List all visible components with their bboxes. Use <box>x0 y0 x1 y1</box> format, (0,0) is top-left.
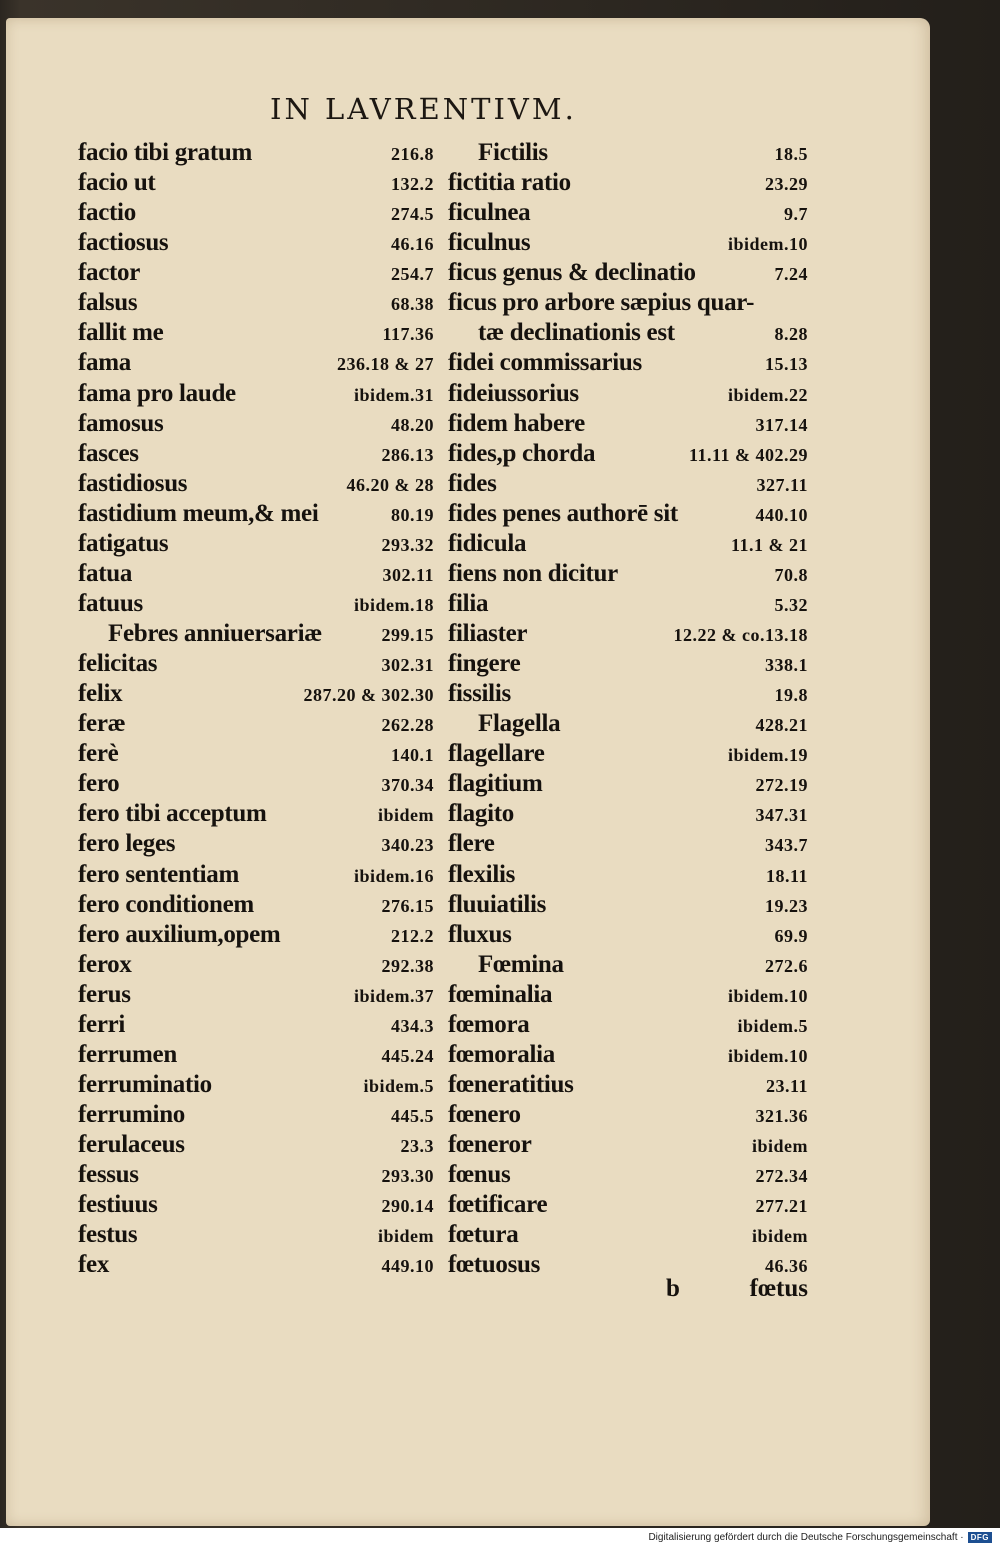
index-entry-left <box>78 1071 440 1099</box>
entry-reference: 302.11 <box>382 564 434 585</box>
entry-reference: ibidem.31 <box>353 384 434 405</box>
index-entry-right <box>440 259 808 287</box>
entry-reference: 216.8 <box>391 144 434 165</box>
index-row <box>78 318 808 348</box>
entry-reference: 274.5 <box>391 204 434 225</box>
entry-term: ficus pro arbore sæpius quar- <box>448 289 755 317</box>
index-entry-right <box>440 440 808 468</box>
entry-term: fœneror <box>448 1131 532 1159</box>
index-entry-left <box>78 349 440 377</box>
index-entry-right <box>440 1221 808 1249</box>
index-entry-right <box>440 921 808 949</box>
index-row <box>78 920 808 950</box>
index-entry-left <box>78 410 440 438</box>
entry-term: fama pro laude <box>78 379 236 407</box>
index-entry-left <box>78 891 440 919</box>
index-row <box>78 769 808 799</box>
index-row <box>78 379 808 409</box>
entry-term: fides <box>448 469 497 497</box>
entry-reference: 302.31 <box>381 655 434 676</box>
entry-term: tæ declinationis est <box>478 319 675 347</box>
entry-term: fatigatus <box>78 529 169 557</box>
entry-term: felicitas <box>78 650 158 678</box>
entry-reference: ibidem.10 <box>727 1045 808 1066</box>
index-row <box>78 679 808 709</box>
entry-term: fluuiatilis <box>448 890 547 918</box>
index-entry-left <box>78 1011 440 1039</box>
entry-term: fœtificare <box>448 1191 548 1219</box>
index-entry-right <box>440 590 808 618</box>
index-entry-right <box>440 830 808 858</box>
entry-reference: 132.2 <box>391 174 434 195</box>
entry-term: flere <box>448 830 495 858</box>
dfg-logo-icon: DFG <box>968 1532 992 1543</box>
entry-term: fastidiosus <box>78 469 188 497</box>
index-entry-left <box>78 470 440 498</box>
entry-term: factor <box>78 259 141 287</box>
page-catch-line <box>666 1275 808 1303</box>
entry-term: facio tibi gratum <box>78 139 253 167</box>
entry-reference: 370.34 <box>381 775 434 796</box>
entry-reference: 68.38 <box>391 294 434 315</box>
index-row <box>78 1100 808 1130</box>
entry-reference: 7.24 <box>774 264 808 285</box>
entry-reference: 46.16 <box>391 234 434 255</box>
entry-term: fama <box>78 349 131 377</box>
entry-reference: 272.6 <box>765 955 808 976</box>
entry-term: felix <box>78 680 123 708</box>
index-row <box>78 950 808 980</box>
index-entry-left <box>78 1131 440 1159</box>
index-entry-right <box>440 620 808 648</box>
entry-term: fœmora <box>448 1010 530 1038</box>
entry-reference: 18.5 <box>774 144 808 165</box>
index-row <box>78 409 808 439</box>
entry-reference: 440.10 <box>755 504 808 525</box>
entry-term: ferrumino <box>78 1101 185 1129</box>
entry-reference: 292.38 <box>381 955 434 976</box>
entry-reference: 340.23 <box>381 835 434 856</box>
entry-reference: ibidem.5 <box>363 1075 434 1096</box>
entry-reference: ibidem <box>751 1226 808 1247</box>
index-entry-right <box>440 1131 808 1159</box>
entry-term: fatua <box>78 559 133 587</box>
entry-term: ficulnus <box>448 229 531 257</box>
entry-term: festus <box>78 1221 138 1249</box>
index-entry-right <box>440 139 808 167</box>
entry-term: flexilis <box>448 860 516 888</box>
index-entry-left <box>78 530 440 558</box>
entry-reference: ibidem.37 <box>353 985 434 1006</box>
entry-reference: 48.20 <box>391 414 434 435</box>
index-row <box>78 739 808 769</box>
index-row <box>78 228 808 258</box>
entry-term: famosus <box>78 409 164 437</box>
entry-reference: 262.28 <box>381 715 434 736</box>
index-row <box>78 198 808 228</box>
entry-reference: 445.24 <box>381 1045 434 1066</box>
index-entry-right <box>440 289 808 317</box>
entry-reference: 140.1 <box>391 745 434 766</box>
index-row <box>78 138 808 168</box>
index-entry-left <box>78 229 440 257</box>
entry-term: fidei commissarius <box>448 349 642 377</box>
index-entry-left <box>78 169 440 197</box>
index-entry-right <box>440 349 808 377</box>
index-entry-left <box>78 1101 440 1129</box>
index-entry-right <box>440 199 808 227</box>
entry-reference: 5.32 <box>774 594 808 615</box>
entry-term: facio ut <box>78 169 156 197</box>
entry-term: fessus <box>78 1161 139 1189</box>
entry-term: fides penes authorē sit <box>448 499 678 527</box>
index-entry-right <box>440 530 808 558</box>
index-entry-right <box>440 770 808 798</box>
index-entry-right <box>440 1041 808 1069</box>
index-entry-left <box>78 921 440 949</box>
index-row <box>78 1220 808 1250</box>
index-entry-right <box>440 1191 808 1219</box>
index-entry-left <box>78 740 440 768</box>
entry-reference: 23.3 <box>400 1136 434 1157</box>
entry-term: fastidium meum,& mei <box>78 499 319 527</box>
index-row <box>78 1010 808 1040</box>
index-entry-right <box>440 740 808 768</box>
catchword: fœtus <box>749 1275 808 1302</box>
entry-term: filia <box>448 589 489 617</box>
index-row <box>78 829 808 859</box>
index-entries <box>78 138 808 1280</box>
entry-term: fallit me <box>78 319 164 347</box>
index-row <box>78 890 808 920</box>
signature-mark: b <box>666 1275 680 1302</box>
entry-reference: 277.21 <box>755 1196 808 1217</box>
entry-reference: 80.19 <box>391 504 434 525</box>
index-entry-right <box>440 650 808 678</box>
index-row <box>78 589 808 619</box>
index-row <box>78 288 808 318</box>
entry-term: falsus <box>78 289 138 317</box>
footer-credit: Digitalisierung gefördert durch die Deutsche Forschungsgemeinschaft · <box>648 1531 964 1543</box>
entry-term: fero leges <box>78 830 176 858</box>
entry-reference: 19.8 <box>774 685 808 706</box>
entry-term: ferri <box>78 1010 126 1038</box>
entry-reference: 434.3 <box>391 1015 434 1036</box>
entry-term: fictitia ratio <box>448 169 571 197</box>
entry-reference: 276.15 <box>381 895 434 916</box>
entry-reference: 23.11 <box>765 1075 808 1096</box>
entry-term: fluxus <box>448 920 512 948</box>
entry-reference: 293.30 <box>381 1166 434 1187</box>
index-entry-right <box>440 800 808 828</box>
index-entry-left <box>78 620 440 648</box>
index-row <box>78 168 808 198</box>
entry-reference: 46.36 <box>765 1256 808 1277</box>
entry-term: filiaster <box>448 620 528 648</box>
index-entry-right <box>440 500 808 528</box>
entry-term: fœnero <box>448 1101 521 1129</box>
entry-term: fœneratitius <box>448 1070 574 1098</box>
entry-reference: 70.8 <box>774 564 808 585</box>
entry-term: factiosus <box>78 229 169 257</box>
index-entry-right <box>440 891 808 919</box>
index-entry-left <box>78 770 440 798</box>
entry-reference: 46.20 & 28 <box>346 474 434 495</box>
entry-term: factio <box>78 199 136 227</box>
entry-reference: 9.7 <box>784 204 808 225</box>
entry-reference: ibidem <box>751 1136 808 1157</box>
index-row <box>78 860 808 890</box>
entry-reference: 299.15 <box>381 625 434 646</box>
index-entry-left <box>78 981 440 1009</box>
entry-term: fœtura <box>448 1221 519 1249</box>
entry-reference: ibidem.19 <box>727 745 808 766</box>
entry-reference: 23.29 <box>765 174 808 195</box>
entry-reference: ibidem <box>377 805 434 826</box>
index-entry-left <box>78 1221 440 1249</box>
entry-term: flagitium <box>448 770 543 798</box>
entry-term: ficulnea <box>448 199 531 227</box>
entry-term: ferulaceus <box>78 1131 185 1159</box>
index-row <box>78 649 808 679</box>
index-entry-left <box>78 680 440 708</box>
entry-term: fero conditionem <box>78 890 254 918</box>
entry-term: ficus genus & declinatio <box>448 259 696 287</box>
running-head: IN LAVRENTIVM. <box>270 92 577 126</box>
entry-reference: 11.11 & 402.29 <box>688 444 808 465</box>
entry-term: fero auxilium,opem <box>78 920 281 948</box>
index-row <box>78 1130 808 1160</box>
index-entry-left <box>78 289 440 317</box>
index-entry-left <box>78 319 440 347</box>
entry-reference: ibidem.10 <box>727 234 808 255</box>
entry-term: fœtuosus <box>448 1251 541 1279</box>
index-row <box>78 1160 808 1190</box>
entry-reference: 12.22 & co.13.18 <box>673 625 808 646</box>
entry-term: fissilis <box>448 680 511 708</box>
entry-reference: 236.18 & 27 <box>337 354 434 375</box>
entry-reference: 18.11 <box>765 865 808 886</box>
entry-reference: ibidem <box>377 1226 434 1247</box>
entry-term: festiuus <box>78 1191 158 1219</box>
entry-reference: 286.13 <box>381 444 434 465</box>
entry-term: fidem habere <box>448 409 585 437</box>
entry-reference: 317.14 <box>755 414 808 435</box>
entry-term: fœnus <box>448 1161 511 1189</box>
index-entry-left <box>78 199 440 227</box>
index-entry-right <box>440 410 808 438</box>
index-entry-right <box>440 1161 808 1189</box>
entry-term: Fictilis <box>478 139 548 167</box>
entry-reference: 19.23 <box>765 895 808 916</box>
entry-term: fasces <box>78 439 139 467</box>
index-row <box>78 439 808 469</box>
index-row <box>78 709 808 739</box>
index-entry-left <box>78 1191 440 1219</box>
entry-reference: 254.7 <box>391 264 434 285</box>
index-row <box>78 980 808 1010</box>
entry-term: fideiussorius <box>448 379 579 407</box>
index-entry-left <box>78 800 440 828</box>
entry-reference: 449.10 <box>381 1256 434 1277</box>
entry-reference: 11.1 & 21 <box>730 534 808 555</box>
entry-reference: 338.1 <box>765 655 808 676</box>
index-entry-left <box>78 440 440 468</box>
entry-term: Fœmina <box>478 950 564 978</box>
index-entry-right <box>440 861 808 889</box>
entry-reference: 287.20 & 302.30 <box>303 685 434 706</box>
index-entry-right <box>440 229 808 257</box>
entry-term: fides,p chorda <box>448 439 596 467</box>
entry-reference: 293.32 <box>381 534 434 555</box>
index-entry-left <box>78 560 440 588</box>
entry-term: ferus <box>78 980 131 1008</box>
index-entry-right <box>440 710 808 738</box>
entry-reference: 347.31 <box>755 805 808 826</box>
index-entry-right <box>440 560 808 588</box>
entry-reference: 327.11 <box>756 474 808 495</box>
entry-term: ferè <box>78 740 119 768</box>
index-entry-left <box>78 380 440 408</box>
entry-term: ferrumen <box>78 1040 177 1068</box>
entry-term: ferruminatio <box>78 1070 212 1098</box>
entry-reference: ibidem.10 <box>727 985 808 1006</box>
entry-term: fingere <box>448 650 521 678</box>
entry-term: feræ <box>78 710 126 738</box>
index-entry-right <box>440 380 808 408</box>
index-entry-left <box>78 139 440 167</box>
index-row <box>78 1070 808 1100</box>
index-row <box>78 559 808 589</box>
entry-reference: ibidem.16 <box>353 865 434 886</box>
entry-term: Febres anniuersariæ <box>108 620 322 648</box>
entry-term: flagellare <box>448 740 545 768</box>
entry-reference: 321.36 <box>755 1106 808 1127</box>
index-entry-left <box>78 650 440 678</box>
index-row <box>78 469 808 499</box>
entry-reference: 69.9 <box>774 925 808 946</box>
index-entry-right <box>440 1101 808 1129</box>
footer-bar <box>0 1528 1000 1546</box>
entry-term: ferox <box>78 950 132 978</box>
index-entry-left <box>78 590 440 618</box>
entry-term: fero tibi acceptum <box>78 800 267 828</box>
entry-reference: ibidem.5 <box>737 1015 808 1036</box>
index-entry-right <box>440 470 808 498</box>
index-entry-left <box>78 710 440 738</box>
index-row <box>78 1190 808 1220</box>
entry-term: fœmoralia <box>448 1040 555 1068</box>
entry-reference: 272.34 <box>755 1166 808 1187</box>
index-row <box>78 348 808 378</box>
index-entry-right <box>440 1071 808 1099</box>
entry-term: fex <box>78 1251 110 1279</box>
index-row <box>78 1040 808 1070</box>
entry-reference: 212.2 <box>391 925 434 946</box>
entry-reference: 8.28 <box>774 324 808 345</box>
index-entry-left <box>78 1161 440 1189</box>
index-row <box>78 499 808 529</box>
entry-reference: 272.19 <box>755 775 808 796</box>
index-entry-left <box>78 951 440 979</box>
entry-term: flagito <box>448 800 514 828</box>
entry-reference: 117.36 <box>382 324 434 345</box>
index-row <box>78 258 808 288</box>
index-row <box>78 619 808 649</box>
entry-term: fatuus <box>78 589 143 617</box>
entry-term: Flagella <box>478 710 561 738</box>
index-row <box>78 799 808 829</box>
index-entry-left <box>78 1251 440 1279</box>
entry-term: fero <box>78 770 120 798</box>
index-entry-right <box>440 951 808 979</box>
index-entry-right <box>440 981 808 1009</box>
index-entry-right <box>440 1011 808 1039</box>
entry-reference: 343.7 <box>765 835 808 856</box>
entry-term: fœminalia <box>448 980 553 1008</box>
index-entry-left <box>78 830 440 858</box>
index-entry-left <box>78 1041 440 1069</box>
index-entry-left <box>78 259 440 287</box>
index-entry-right <box>440 680 808 708</box>
entry-term: fiens non dicitur <box>448 559 618 587</box>
entry-reference: 15.13 <box>765 354 808 375</box>
index-entry-right <box>440 169 808 197</box>
entry-term: fero sententiam <box>78 860 239 888</box>
index-entry-left <box>78 861 440 889</box>
entry-reference: 290.14 <box>381 1196 434 1217</box>
entry-reference: 428.21 <box>755 715 808 736</box>
index-entry-left <box>78 500 440 528</box>
entry-reference: ibidem.22 <box>727 384 808 405</box>
index-entry-right <box>440 319 808 347</box>
entry-term: fidicula <box>448 529 527 557</box>
index-row <box>78 529 808 559</box>
entry-reference: ibidem.18 <box>353 594 434 615</box>
entry-reference: 445.5 <box>391 1106 434 1127</box>
